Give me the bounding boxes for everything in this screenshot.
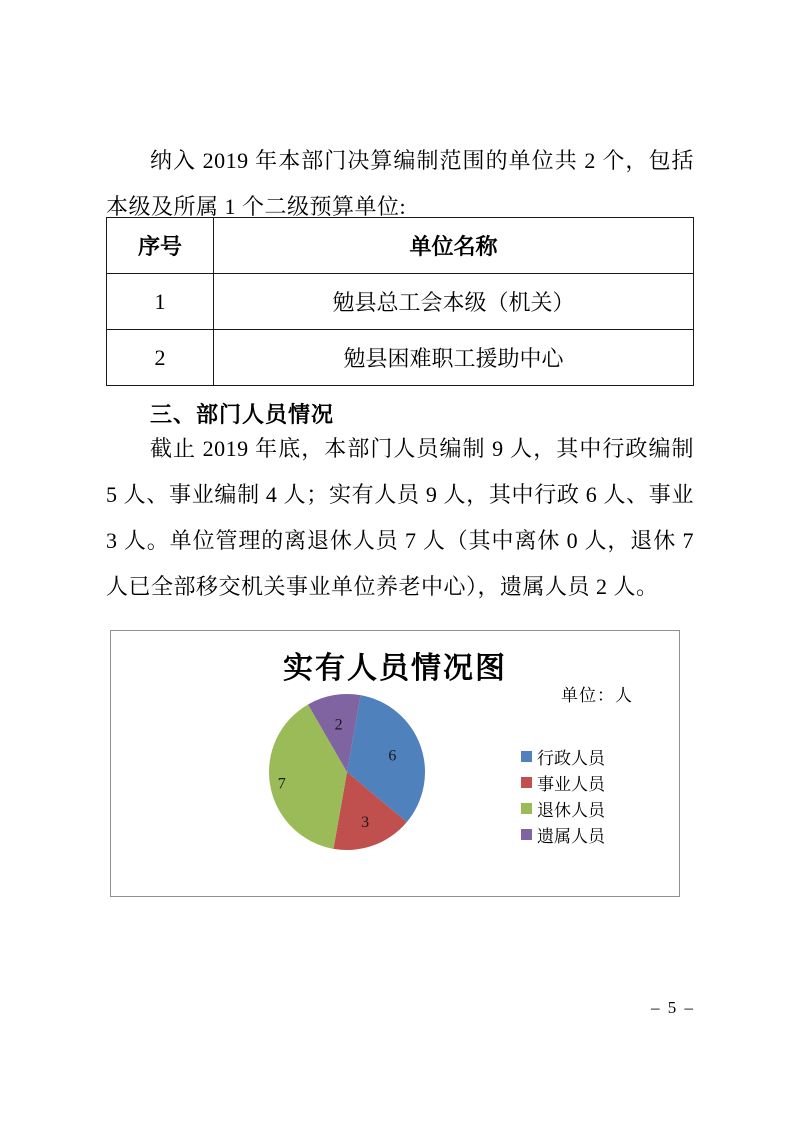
legend-label: 退休人员 [537,801,605,820]
pie-chart [257,682,437,862]
legend-swatch-icon [521,751,532,762]
legend-label: 行政人员 [537,749,605,768]
legend-swatch-icon [521,803,532,814]
section-heading: 三、部门人员情况 [150,402,335,427]
chart-frame [110,630,680,897]
legend-item [521,826,605,846]
paragraph-intro: 纳入 2019 年本部门决算编制范围的单位共 2 个，包括本级及所属 1 个二级预算单位: [106,148,694,219]
pie-data-label: 7 [277,775,286,793]
legend-swatch-icon [521,777,532,788]
section-paragraph: 截止 2019 年底，本部门人员编制 9 人，其中行政编制 5 人、事业编制 4 人；实有人员 9 人，其中行政 6 人、事业 3 人。单位管理的离退休人员 7 人（其中离休 0 人，退休 7 人已全部移交机关事业单位养老中心），遗属人员 2 人。 [106,436,694,599]
pie-data-label: 3 [361,813,370,831]
legend-item [521,774,605,794]
legend-swatch-icon [521,829,532,840]
legend-item [521,748,605,768]
legend-label: 遗属人员 [537,827,605,846]
pie-data-label: 2 [334,716,343,734]
chart-unit-label: 单位：人 [561,686,633,705]
legend-item [521,800,605,820]
cell-unit-name: 勉县困难职工援助中心 [214,330,694,386]
units-table [106,217,694,386]
chart-legend [521,748,605,852]
page-number: – 5 – [651,998,695,1017]
cell-serial: 2 [107,330,214,386]
header-cell-serial: 序号 [107,218,214,274]
pie-data-label: 6 [388,747,397,765]
cell-serial: 1 [107,274,214,330]
legend-label: 事业人员 [537,775,605,794]
cell-unit-name: 勉县总工会本级（机关） [214,274,694,330]
chart-title: 实有人员情况图 [283,652,507,685]
table-row [107,330,694,386]
header-cell-unit-name: 单位名称 [214,218,694,274]
table-row [107,274,694,330]
table-header-row [107,218,694,274]
